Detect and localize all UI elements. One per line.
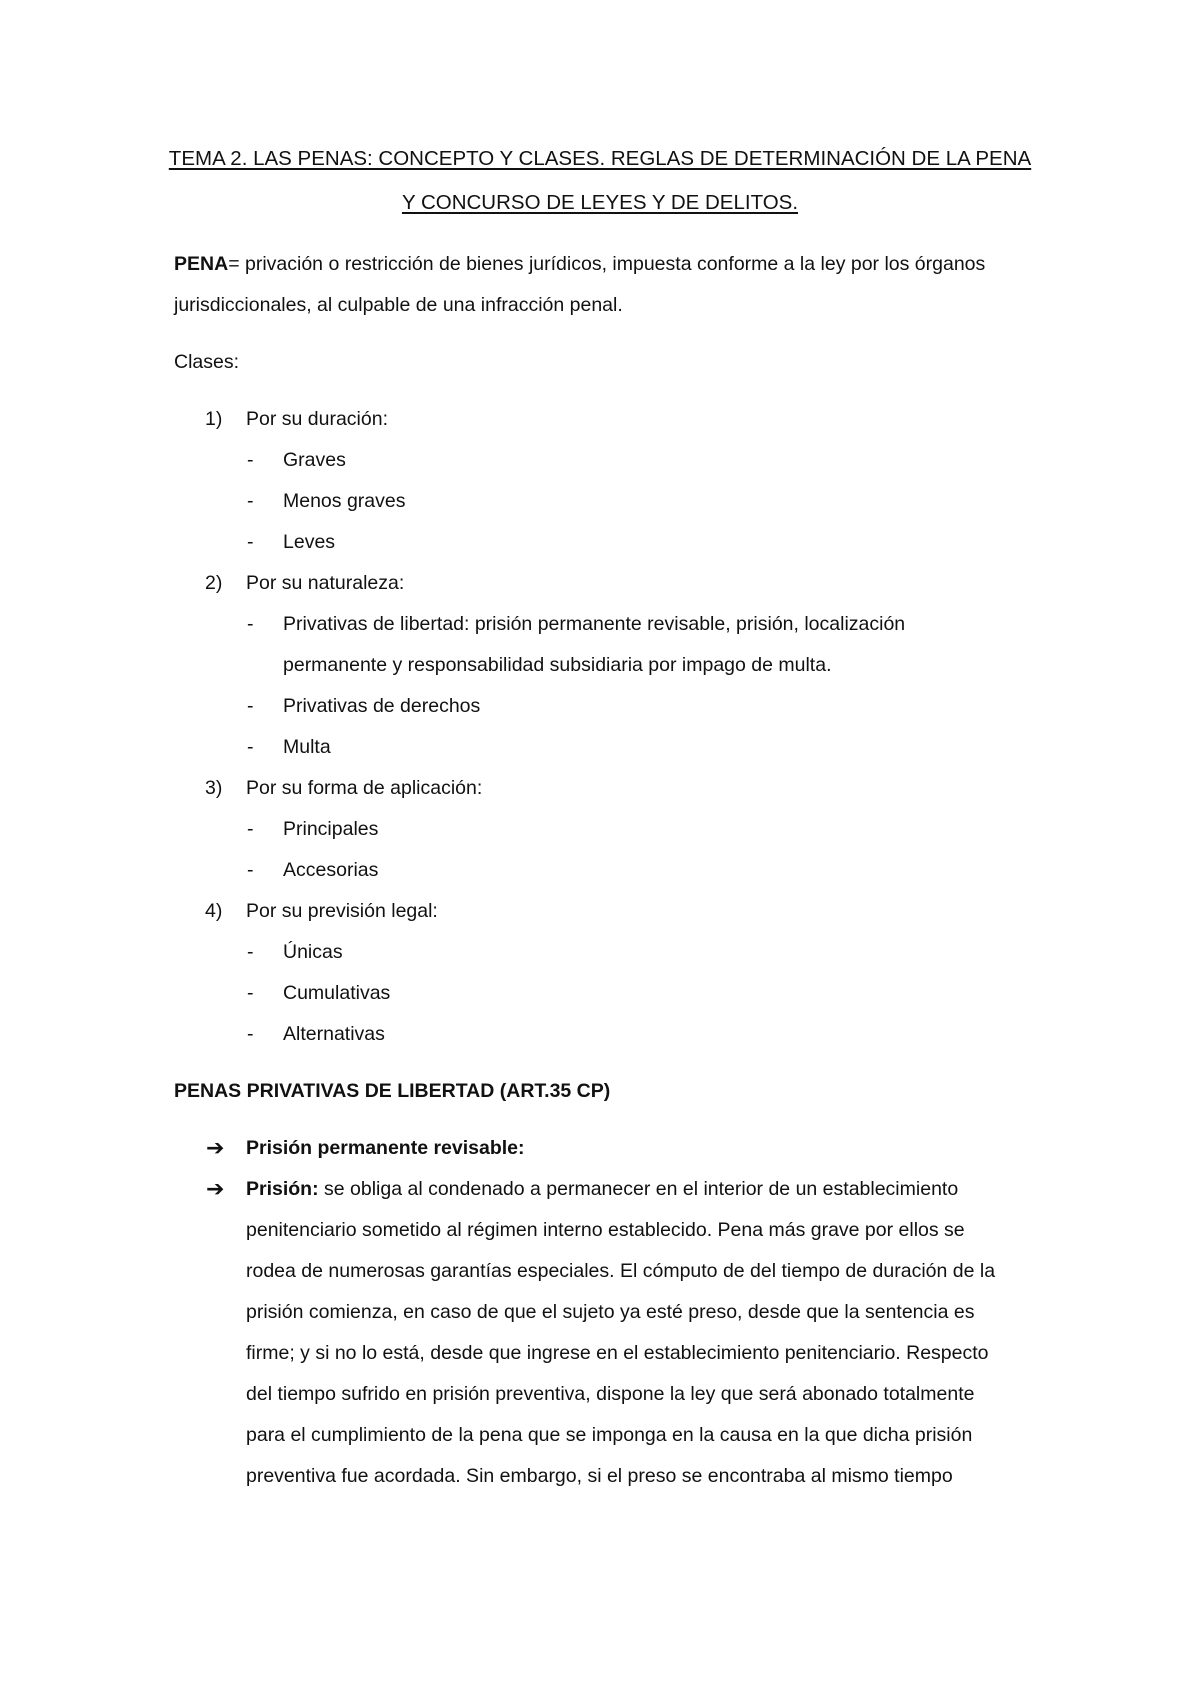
section-heading: PENAS PRIVATIVAS DE LIBERTAD (ART.35 CP) bbox=[174, 1080, 611, 1102]
dash-marker: - bbox=[247, 490, 254, 512]
list-item-text: Únicas bbox=[283, 941, 343, 963]
bullet-term: Prisión permanente revisable: bbox=[246, 1137, 525, 1159]
title-line-1: TEMA 2. LAS PENAS: CONCEPTO Y CLASES. REGLAS DE DETERMINACIÓN DE LA PENA bbox=[168, 147, 1032, 170]
list-item-text: Leves bbox=[283, 531, 336, 553]
dash-marker: - bbox=[247, 613, 254, 635]
bullet-term: Prisión: bbox=[246, 1178, 319, 1200]
title-line-2: Y CONCURSO DE LEYES Y DE DELITOS. bbox=[401, 191, 799, 214]
bullet-line: firme; y si no lo está, desde que ingrese en el establecimiento penitenciario. Respecto bbox=[246, 1342, 989, 1364]
class-label: Por su duración: bbox=[246, 408, 388, 430]
dash-marker: - bbox=[247, 531, 254, 553]
bullet-line: prisión comienza, en caso de que el sujeto ya esté preso, desde que la sentencia es bbox=[246, 1301, 975, 1323]
list-item-text: Graves bbox=[283, 449, 346, 471]
dash-marker: - bbox=[247, 1023, 254, 1045]
class-label: Por su forma de aplicación: bbox=[246, 777, 483, 799]
list-item-text: Cumulativas bbox=[283, 982, 391, 1004]
list-item-text: Principales bbox=[283, 818, 379, 840]
bullet-line: preventiva fue acordada. Sin embargo, si el preso se encontraba al mismo tiempo bbox=[246, 1465, 953, 1487]
class-label: Por su previsión legal: bbox=[246, 900, 438, 922]
definition-text: = privación o restricción de bienes jurídicos, impuesta conforme a la ley por los órganos bbox=[228, 253, 986, 275]
dash-marker: - bbox=[247, 859, 254, 881]
dash-marker: - bbox=[247, 982, 254, 1004]
bullet-line: penitenciario sometido al régimen interno establecido. Pena más grave por ellos se bbox=[246, 1219, 965, 1241]
class-number: 2) bbox=[205, 572, 223, 594]
definition-term: PENA bbox=[174, 253, 229, 275]
bullet-line: para el cumplimiento de la pena que se imponga en la causa en la que dicha prisión bbox=[246, 1424, 973, 1446]
dash-marker: - bbox=[247, 941, 254, 963]
list-item-text: permanente y responsabilidad subsidiaria por impago de multa. bbox=[283, 654, 832, 676]
class-label: Por su naturaleza: bbox=[246, 572, 405, 594]
definition-line-1 bbox=[174, 252, 985, 276]
dash-marker: - bbox=[247, 736, 254, 758]
clases-label: Clases: bbox=[174, 351, 240, 373]
definition-line-2: jurisdiccionales, al culpable de una infracción penal. bbox=[174, 294, 623, 316]
list-item-text: Alternativas bbox=[283, 1023, 385, 1045]
list-item-text: Privativas de derechos bbox=[283, 695, 481, 717]
bullet-line: rodea de numerosas garantías especiales. El cómputo de del tiempo de duración de la bbox=[246, 1260, 996, 1282]
bullet-line: se obliga al condenado a permanecer en el interior de un establecimiento bbox=[318, 1178, 959, 1200]
bullet-text bbox=[246, 1177, 958, 1201]
list-item-text: Accesorias bbox=[283, 859, 379, 881]
arrow-right-icon: ➔ bbox=[206, 1135, 225, 1160]
list-item-text: Multa bbox=[283, 736, 331, 758]
list-item-text: Menos graves bbox=[283, 490, 406, 512]
bullet-line: del tiempo sufrido en prisión preventiva, dispone la ley que será abonado totalmente bbox=[246, 1383, 975, 1405]
arrow-right-icon: ➔ bbox=[206, 1176, 225, 1201]
dash-marker: - bbox=[247, 449, 254, 471]
list-item-text: Privativas de libertad: prisión permanente revisable, prisión, localización bbox=[283, 613, 906, 635]
dash-marker: - bbox=[247, 695, 254, 717]
dash-marker: - bbox=[247, 818, 254, 840]
class-number: 4) bbox=[205, 900, 223, 922]
class-number: 3) bbox=[205, 777, 223, 799]
class-number: 1) bbox=[205, 408, 223, 430]
